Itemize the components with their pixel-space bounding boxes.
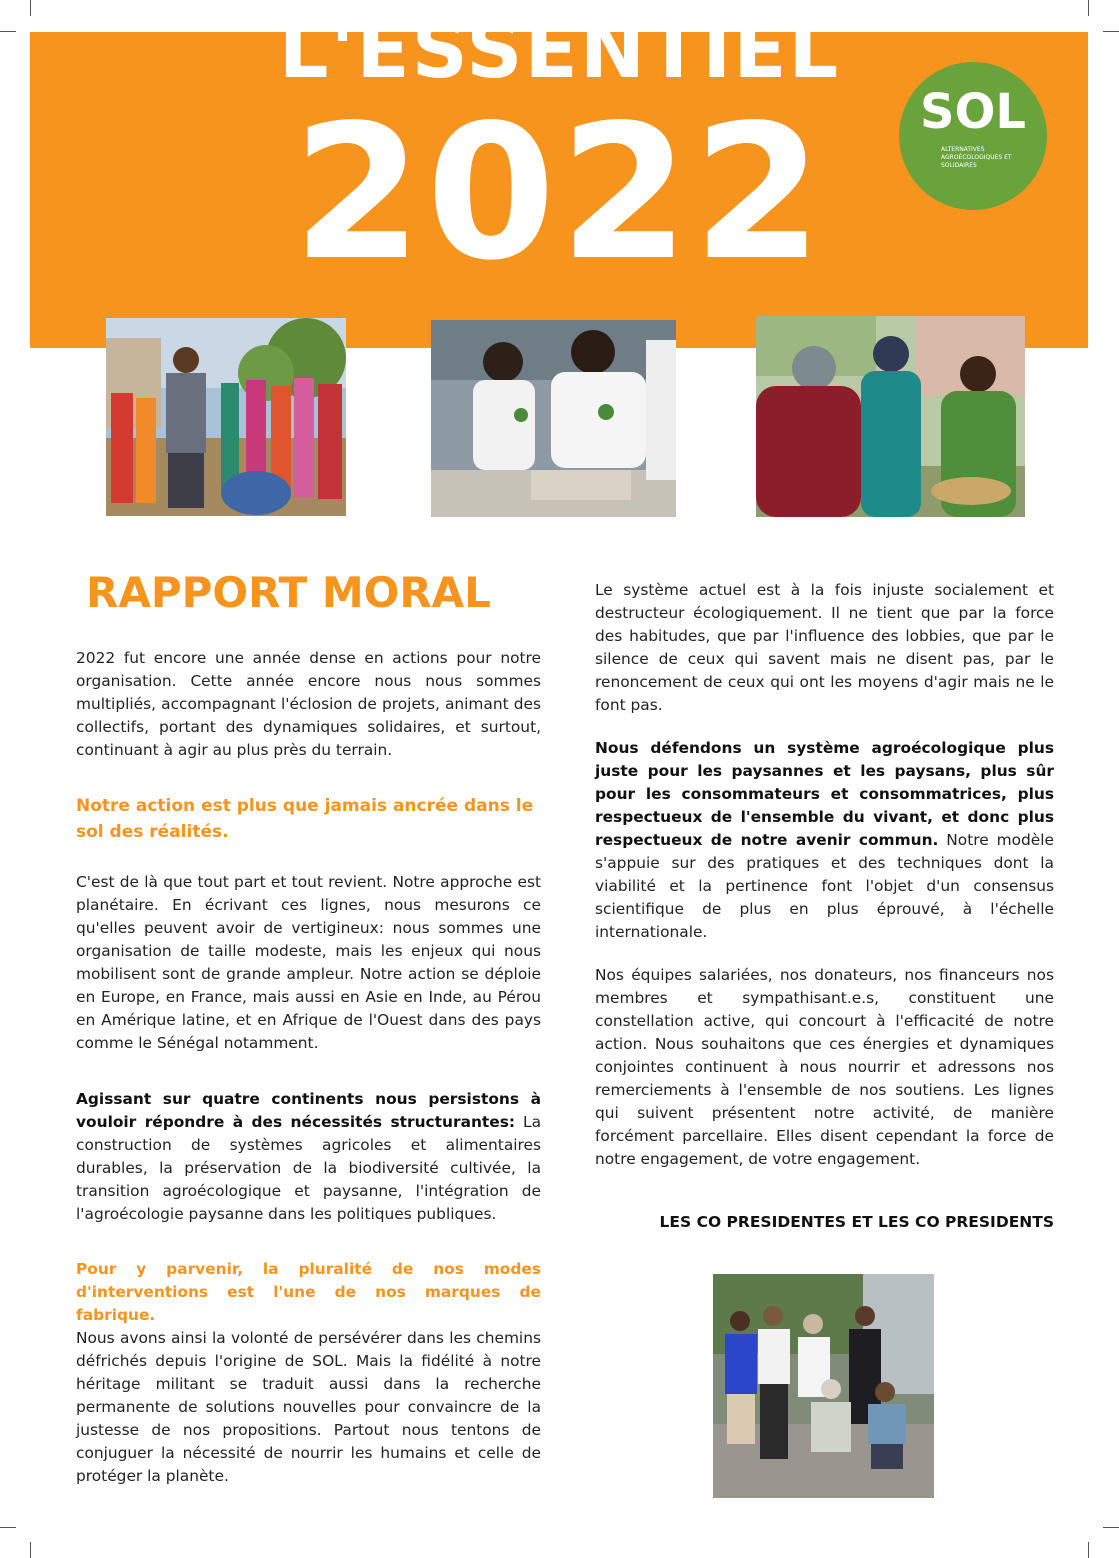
paragraph-text: Nous avons ainsi la volonté de persévérer dans les chemins défrichés depuis l'origine de SOL. Mais la fidélité à notre héritage militant se traduit aussi dans la recherche permanente de solutions nouvelles pour convaincre de la justesse de nos propositions. Partout nous tentons de conjuguer la nécessité de nourrir les humains et celle de protéger la planète. (76, 1329, 541, 1485)
crop-mark (0, 1527, 16, 1528)
paragraph-text: Nos équipes salariées, nos donateurs, nos financeurs nos membres et sympathisant.e.s, constituent une constellation active, qui concourt à l'efficacité de notre action. Nous souhaitons que ces énergies et dynamiques conjointes continuent à nous nourrir et adressons nos remerciements à l'ensemble de nos soutiens. Les lignes qui suivent présentent notre activité, de manière forcément parcellaire. Elles disent cependant la force de notre engagement, de votre engagement. (595, 966, 1054, 1168)
report-heading: RAPPORT MORAL (86, 568, 491, 617)
signature: LES CO PRESIDENTES ET LES CO PRESIDENTS (659, 1213, 1054, 1231)
paragraph-text: Le système actuel est à la fois injuste socialement et destructeur écologiquement. Il ne tient que par la force des habitudes, que par l'influence des lobbies, que par le silence de ceux qui savent mais ne disent pas, par le renoncement de ceux qui ont les moyens d'agir mais ne le font pas. (595, 581, 1054, 714)
logo-tagline: ALTERNATIVES AGROÉCOLOGIQUES ET SOLIDAIRES (941, 146, 1012, 169)
paragraph-text: Notre modèle s'appuie sur des pratiques et des techniques dont la viabilité et la pertinence font l'objet d'un consensus scientifique de plus en plus éprouvé, à l'échelle internationale. (595, 831, 1054, 941)
paragraph-text: C'est de là que tout part et tout revient. Notre approche est planétaire. En écrivant ces lignes, nous mesurons ce qu'elles peuvent avoir de vertigineux: nous sommes une organisation de taille modeste, mais les enjeux qui nous mobilisent sont de grande ampleur. Notre action se déploie en Europe, en France, mais aussi en Asie en Inde, au Pérou en Amérique latine, et en Afrique de l'Ouest dans des pays comme le Sénégal notamment. (76, 873, 541, 1052)
left-subheading-1 (76, 793, 541, 845)
right-paragraph-2 (595, 737, 1054, 944)
left-paragraph-2 (76, 871, 541, 1055)
crop-mark (1088, 1542, 1089, 1558)
sol-logo (899, 62, 1047, 210)
banner-year: 2022 (292, 84, 827, 301)
left-paragraph-1 (76, 647, 541, 762)
subheading-text: Notre action est plus que jamais ancrée dans le sol des réalités. (76, 796, 534, 842)
photo-women-seeds (756, 316, 1025, 517)
crop-mark (30, 1542, 31, 1558)
photo-co-presidents-group (713, 1274, 934, 1498)
right-paragraph-1 (595, 579, 1054, 717)
left-paragraph-3 (76, 1088, 541, 1226)
photo-workers-white-shirts (431, 320, 676, 517)
subheading-text: Pour y parvenir, la pluralité de nos modes d'interventions est l'une de nos marques de fabrique. (76, 1260, 541, 1324)
paragraph-bold-lead: Agissant sur quatre continents nous persistons à vouloir répondre à des nécessités structurantes: (76, 1090, 541, 1131)
right-paragraph-3 (595, 964, 1054, 1171)
logo-name: SOL (920, 84, 1026, 140)
banner-title: L'ESSENTIEL (278, 6, 841, 96)
paragraph-bold-lead: Nous défendons un système agroécologique plus juste pour les paysannes et les paysans, plus sûr pour les consommateurs et consommatrices, plus respectueux de l'ensemble du vivant, et donc plus respectueux de notre avenir commun. (595, 739, 1054, 849)
crop-mark (1103, 1527, 1119, 1528)
left-paragraph-4 (76, 1258, 541, 1488)
photo-village-meeting (106, 318, 346, 516)
paragraph-text: La construction de systèmes agricoles et alimentaires durables, la préservation de la biodiversité cultivée, la transition agroécologique et paysanne, l'intégration de l'agroécologie paysanne dans les politiques publiques. (76, 1113, 542, 1223)
paragraph-text: 2022 fut encore une année dense en actions pour notre organisation. Cette année encore nous nous sommes multipliés, accompagnant l'éclosion de projets, animant des collectifs, portant des dynamiques solidaires, et surtout, continuant à agir au plus près du terrain. (76, 649, 541, 759)
